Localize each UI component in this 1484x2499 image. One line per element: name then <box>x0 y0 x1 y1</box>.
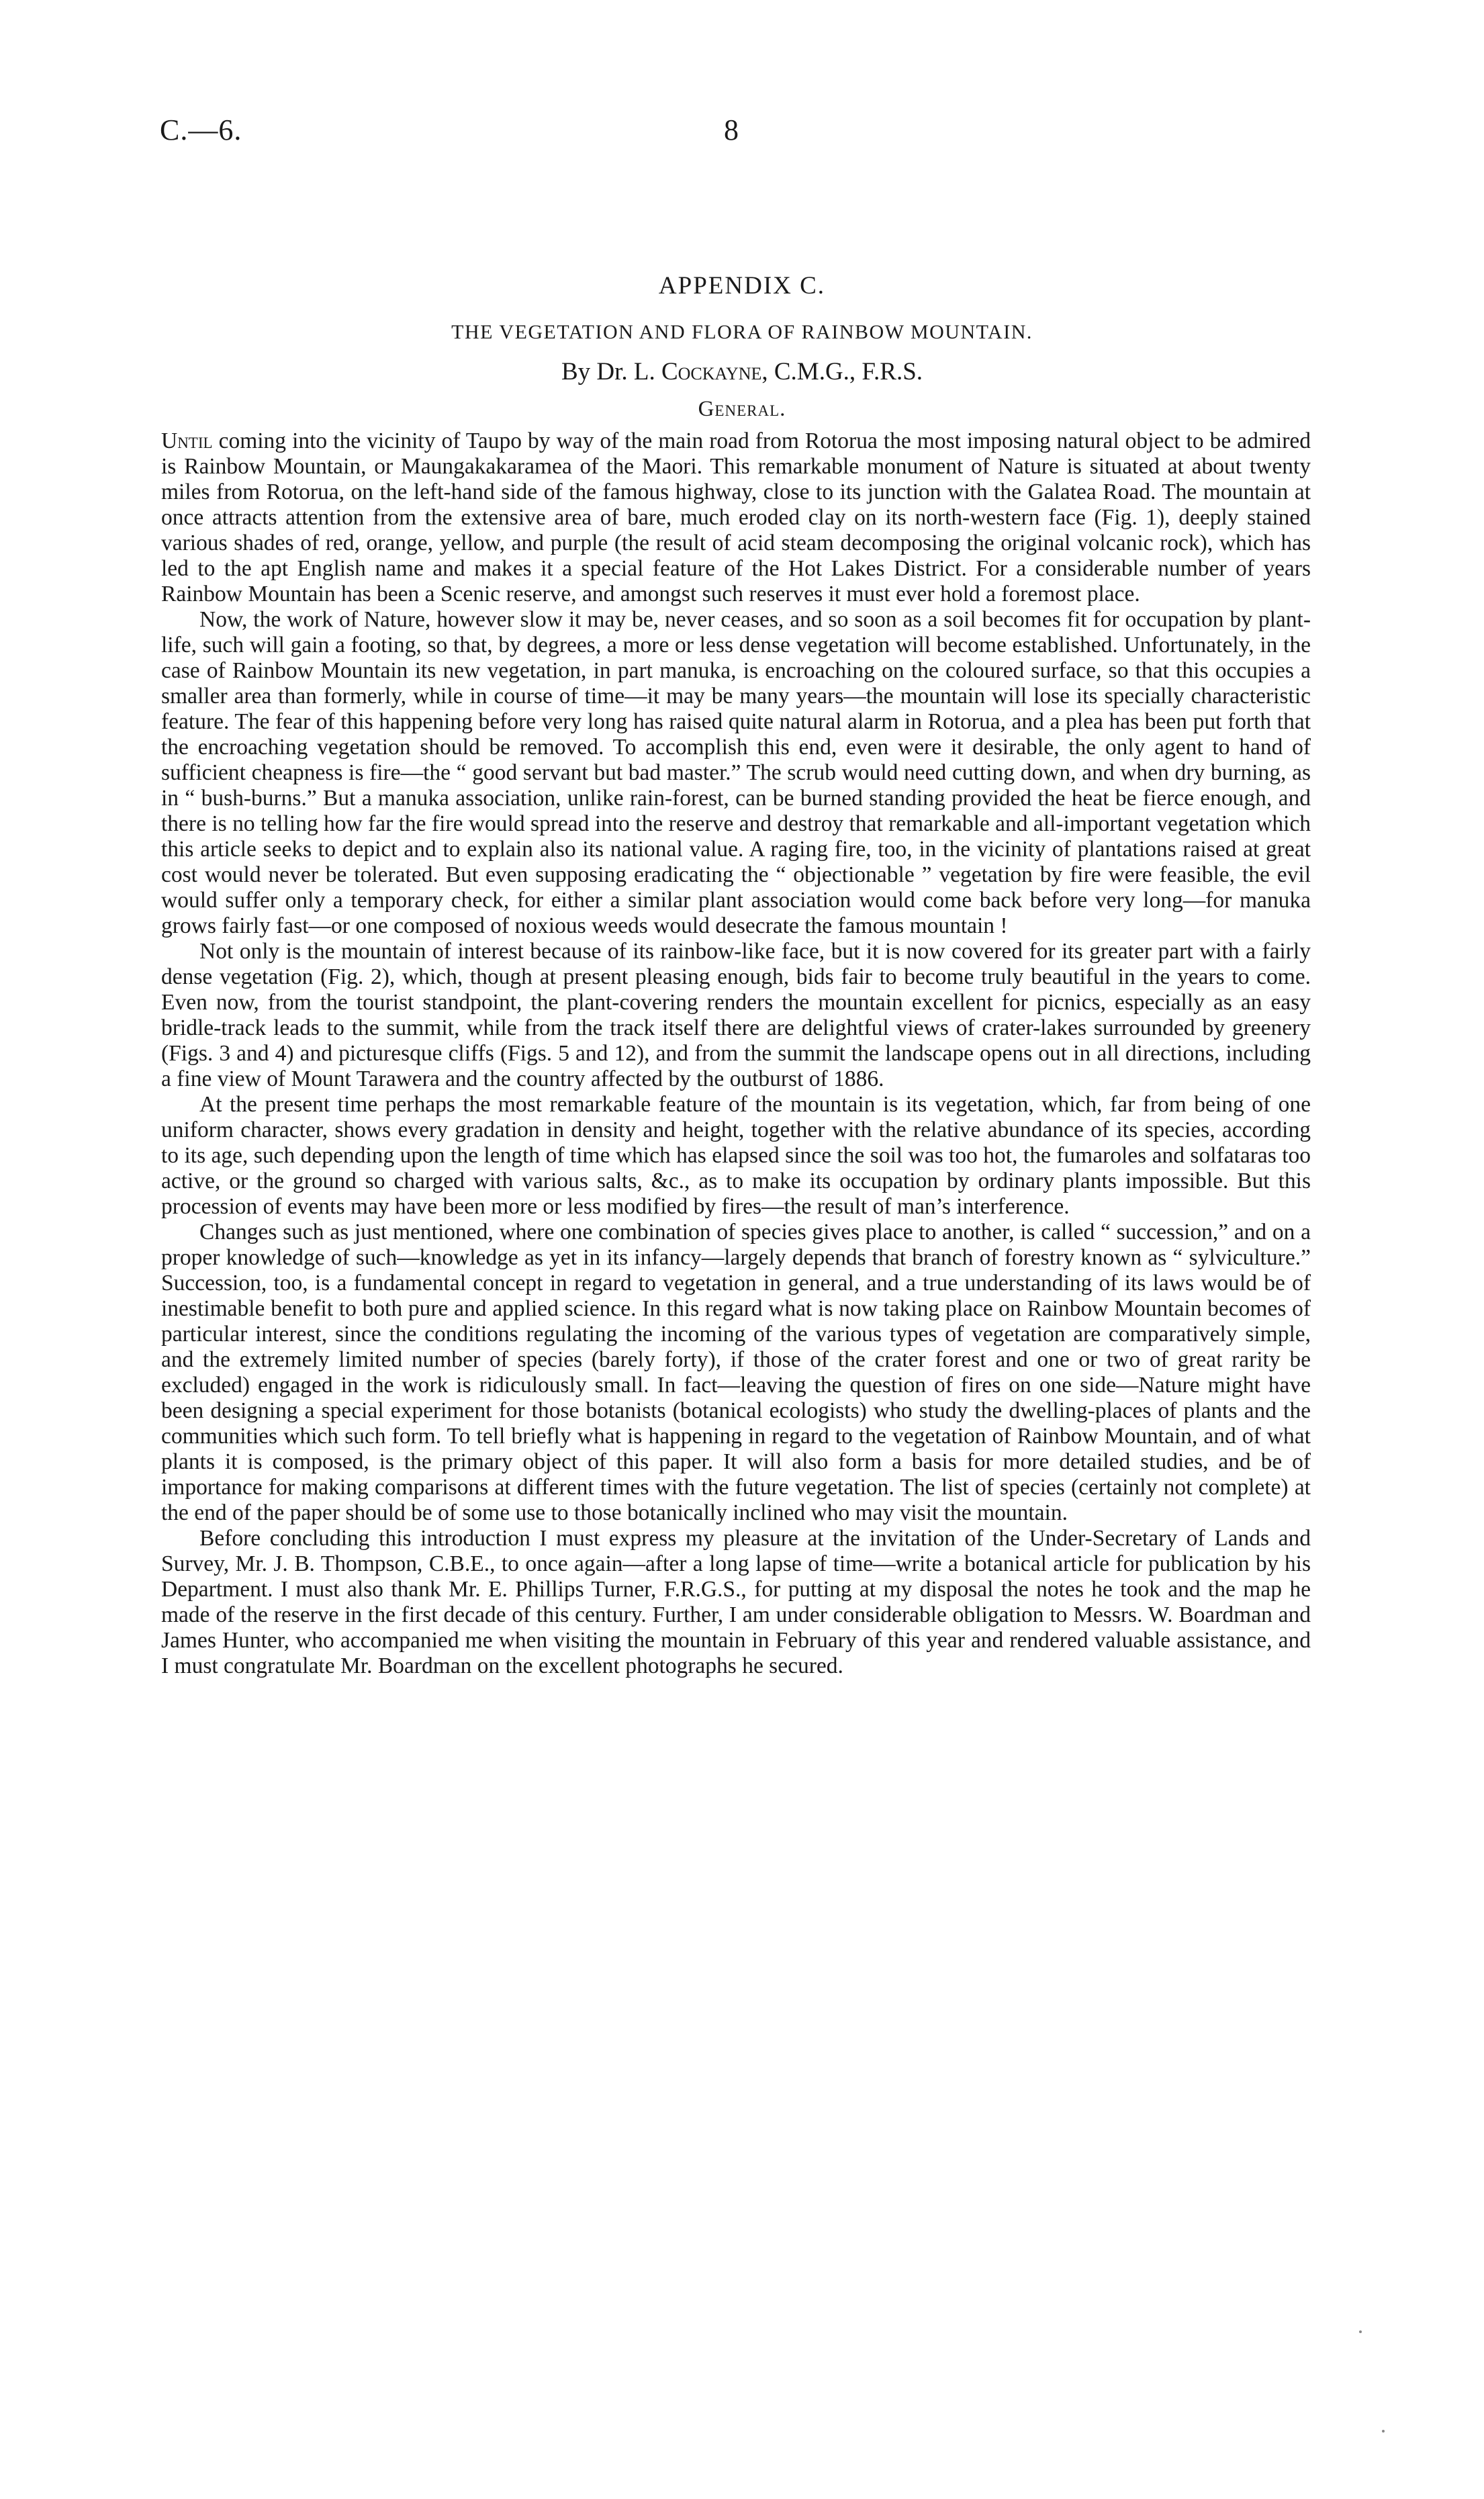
document-reference: C.—6. <box>160 113 242 146</box>
paragraph-1-lead: Until <box>161 428 213 453</box>
section-heading: General. <box>698 397 786 421</box>
paragraph-1-text: coming into the vicinity of Taupo by way of the main road from Rotorua the most imposing natural object to be admired is Rainbow Mountain, or Maungakakaramea of the Maori. This remarkable monument of Nature is situated at about twenty miles from Rotorua, on the left-hand side of the famous highway, close to its junction with the Galatea Road. The mountain at once attracts attention from the extensive area of bare, much eroded clay on its north-western face (Fig. 1), deeply stained various shades of red, orange, yellow, and purple (the result of acid steam decomposing the original volcanic rock), which has led to the apt English name and makes it a special feature of the Hot Lakes District. For a considerable number of years Rainbow Mountain has been a Scenic reserve, and amongst such reserves it must ever hold a foremost place. <box>161 428 1311 606</box>
byline <box>0 357 1484 386</box>
paragraph-5: Changes such as just mentioned, where one combination of species gives place to another, is called “ succession,” and on a proper knowledge of such—knowledge as yet in its infancy—largely depends that branch of forestry known as “ sylviculture.” Succession, too, is a fundamental concept in regard to vegetation in general, and a true understanding of its laws would be of inestimable benefit to both pure and applied science. In this regard what is now taking place on Rainbow Mountain becomes of particular interest, since the conditions regulating the incoming of the various types of vegetation are comparatively simple, and the extremely limited number of species (barely forty), if those of the crater forest and one or two of great rarity be excluded) engaged in the work is ridiculously small. In fact—leaving the question of fires on one side—Nature might have been designing a special experiment for those botanists (botanical ecologists) who study the dwelling-places of plants and the communities which such form. To tell briefly what is happening in regard to the vegetation of Rainbow Mountain, and of what plants it is composed, is the primary object of this paper. It will also form a basis for more detailed studies, and be of importance for making comparisons at different times with the future vegetation. The list of species (certainly not complete) at the end of the paper should be of some use to those botanically inclined who may visit the mountain. <box>161 1220 1311 1525</box>
paragraph-3: Not only is the mountain of interest because of its rainbow-like face, but it is now covered for its greater part with a fairly dense vegetation (Fig. 2), which, though at present pleasing enough, bids fair to become truly beautiful in the years to come. Even now, from the tourist standpoint, the plant-covering renders the mountain excellent for picnics, especially as an easy bridle-track leads to the summit, while from the track itself there are delightful views of crater-lakes surrounded by greenery (Figs. 3 and 4) and picturesque cliffs (Figs. 5 and 12), and from the summit the landscape opens out in all directions, including a fine view of Mount Tarawera and the country affected by the outburst of 1886. <box>161 939 1311 1091</box>
body-text <box>161 428 1311 1679</box>
article-title: THE VEGETATION AND FLORA OF RAINBOW MOUNTAIN. <box>451 321 1033 343</box>
byline-suffix: , C.M.G., F.R.S. <box>761 358 923 385</box>
paragraph-2: Now, the work of Nature, however slow it may be, never ceases, and so soon as a soil becomes fit for occupation by plant-life, such will gain a footing, so that, by degrees, a more or less dense vegetation will become established. Unfortunately, in the case of Rainbow Mountain its new vegetation, in part manuka, is encroaching on the coloured surface, so that this occupies a smaller area than formerly, while in course of time—it may be many years—the mountain will lose its specially characteristic feature. The fear of this happening before very long has raised quite natural alarm in Rotorua, and a plea has been put forth that the encroaching vegetation should be removed. To accomplish this end, even were it desirable, the only agent to hand of sufficient cheapness is fire—the “ good servant but bad master.” The scrub would need cutting down, and when dry burning, as in “ bush-burns.” But a manuka association, unlike rain-forest, can be burned standing provided the heat be fierce enough, and there is no telling how far the fire would spread into the reserve and destroy that remarkable and all-important vegetation which this article seeks to depict and to explain also its national value. A raging fire, too, in the vicinity of plantations raised at great cost would never be tolerated. But even supposing eradicating the “ objectionable ” vegetation by fire were feasible, the evil would suffer only a temporary check, for either a similar plant association would come back before very long—for manuka grows fairly fast—or one composed of noxious weeds would desecrate the famous mountain ! <box>161 607 1311 938</box>
scan-speck <box>1359 2330 1362 2333</box>
page-number: 8 <box>724 113 739 146</box>
paragraph-1 <box>161 428 1311 607</box>
paragraph-4: At the present time perhaps the most remarkable feature of the mountain is its vegetation, which, far from being of one uniform character, shows every gradation in density and height, together with the relative abundance of its species, according to its age, such depending upon the length of time which has elapsed since the soil was too hot, the fumaroles and solfataras too active, or the ground so charged with various salts, &c., as to make its occupation by ordinary plants impossible. But this procession of events may have been more or less modified by fires—the result of man’s interference. <box>161 1092 1311 1219</box>
scan-speck <box>1382 2430 1385 2433</box>
byline-author: L. Cockayne <box>633 358 762 385</box>
appendix-title: APPENDIX C. <box>658 272 826 300</box>
byline-prefix: By Dr. <box>561 358 634 385</box>
paragraph-6: Before concluding this introduction I must express my pleasure at the invitation of the Under-Secretary of Lands and Survey, Mr. J. B. Thompson, C.B.E., to once again—after a long lapse of time—write a botanical article for publication by his Department. I must also thank Mr. E. Phillips Turner, F.R.G.S., for putting at my disposal the notes he took and the map he made of the reserve in the first decade of this century. Further, I am under considerable obligation to Messrs. W. Boardman and James Hunter, who accompanied me when visiting the mountain in February of this year and rendered valuable assistance, and I must congratulate Mr. Boardman on the excellent photographs he secured. <box>161 1526 1311 1678</box>
